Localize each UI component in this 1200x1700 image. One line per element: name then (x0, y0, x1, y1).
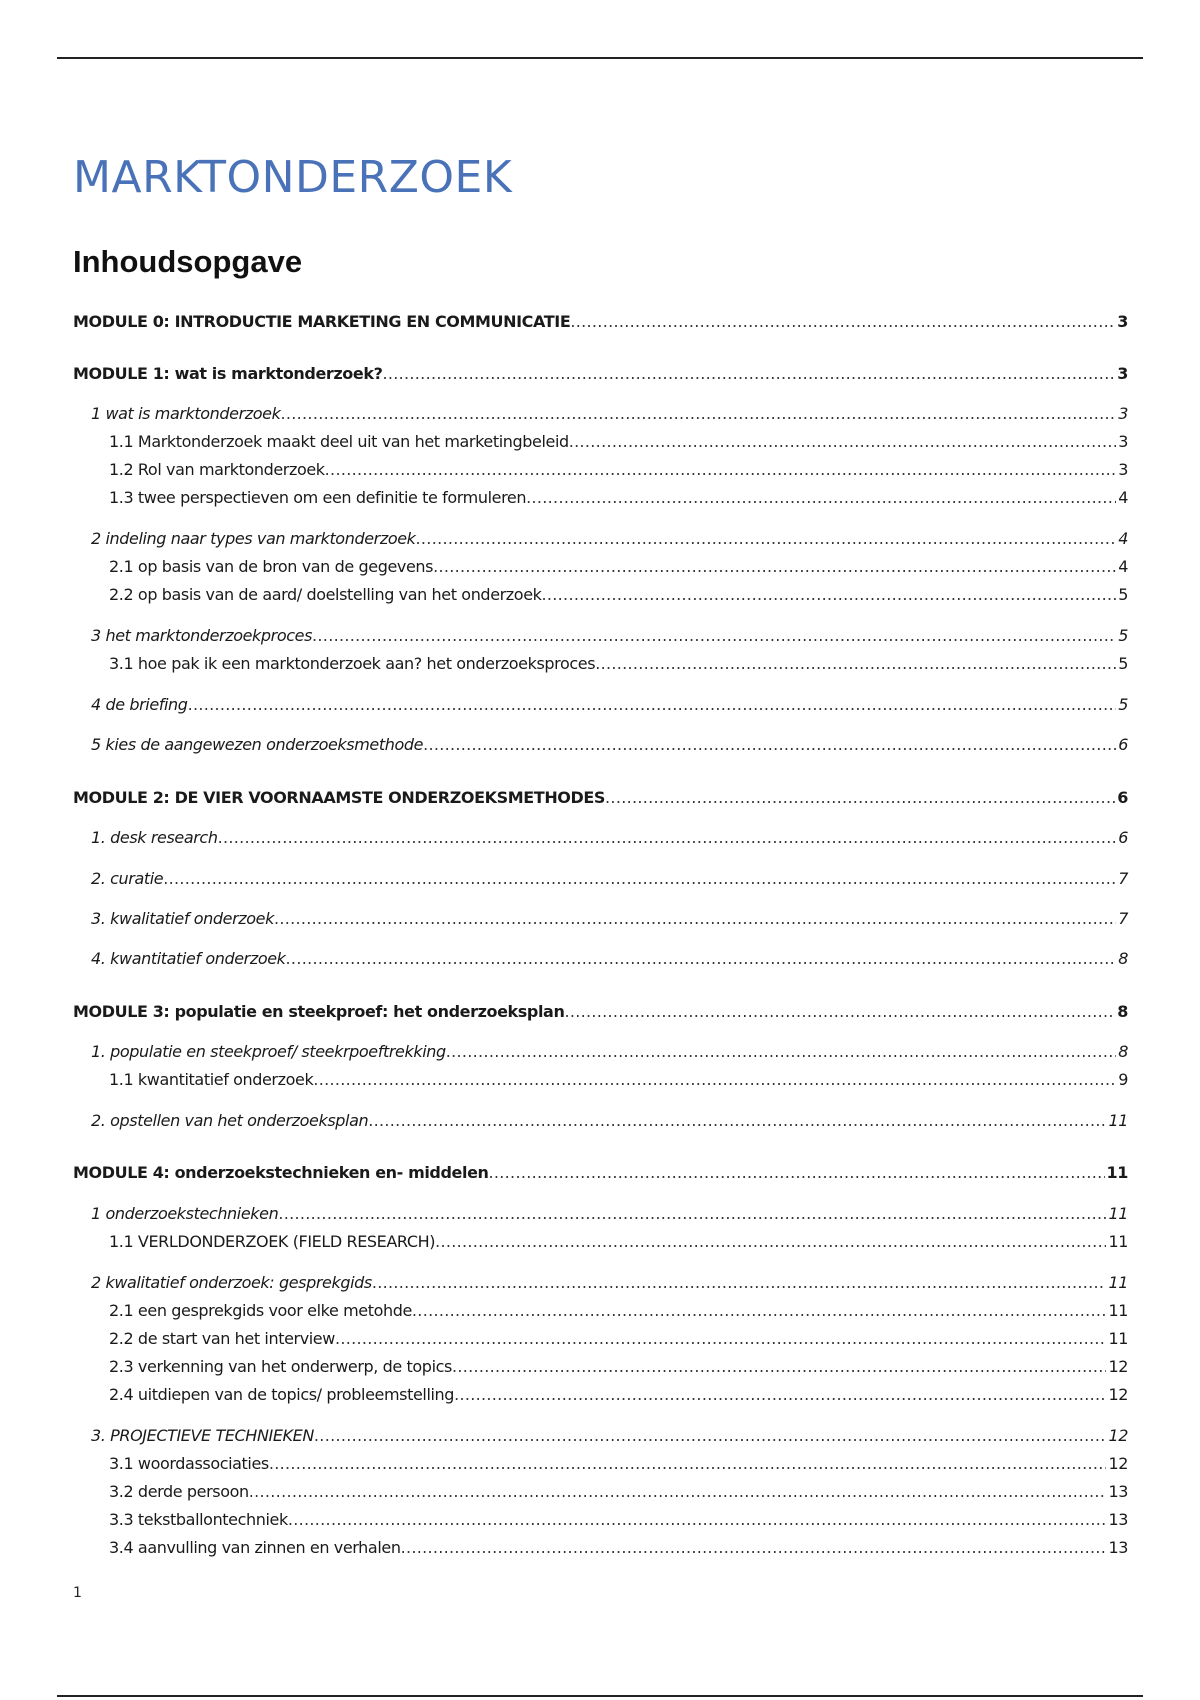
toc-entry-page: 11 (1108, 1111, 1128, 1130)
toc-dot-leader (314, 1424, 1107, 1448)
toc-entry-page: 7 (1118, 909, 1128, 928)
toc-entry-level-1[interactable] (73, 310, 1128, 334)
toc-dot-leader (489, 1161, 1105, 1185)
toc-entry-level-3[interactable] (109, 1480, 1128, 1504)
toc-entry-label: 3.1 hoe pak ik een marktonderzoek aan? het onderzoeksproces (109, 654, 596, 673)
toc-entry-level-2[interactable] (91, 1424, 1128, 1448)
toc-entry-label: MODULE 3: populatie en steekproef: het onderzoeksplan (73, 1002, 565, 1021)
toc-entry-level-2[interactable] (91, 527, 1128, 551)
toc-entry-level-1[interactable] (73, 786, 1128, 810)
toc-dot-leader (435, 1230, 1106, 1254)
toc-dot-leader (605, 786, 1115, 810)
toc-entry-page: 8 (1117, 1002, 1128, 1021)
toc-dot-leader (218, 826, 1117, 850)
toc-entry-level-1[interactable] (73, 1161, 1128, 1185)
toc-entry-label: 1.1 VERLDONDERZOEK (FIELD RESEARCH) (109, 1232, 436, 1251)
toc-entry-label: 1. populatie en steekproef/ steekrpoeftrekking (91, 1042, 446, 1061)
toc-dot-leader (564, 1000, 1115, 1024)
toc-entry-page: 3 (1117, 312, 1128, 331)
toc-entry-label: 1 onderzoekstechnieken (91, 1204, 279, 1223)
toc-entry-label: 4. kwantitatief onderzoek (91, 949, 286, 968)
toc-entry-page: 12 (1108, 1385, 1128, 1404)
toc-entry-level-2[interactable] (91, 1202, 1128, 1226)
toc-dot-leader (454, 1383, 1106, 1407)
toc-entry-label: 2. curatie (91, 869, 164, 888)
toc-entry-level-2[interactable] (91, 1271, 1128, 1295)
toc-entry-page: 7 (1118, 869, 1128, 888)
toc-entry-page: 8 (1118, 1042, 1128, 1061)
page-number: 1 (73, 1585, 82, 1601)
toc-entry-page: 9 (1118, 1070, 1128, 1089)
toc-entry-level-2[interactable] (91, 1040, 1128, 1064)
toc-entry-page: 3 (1118, 432, 1128, 451)
toc-entry-label: 2 indeling naar types van marktonderzoek (91, 529, 416, 548)
toc-entry-label: 1 wat is marktonderzoek (91, 404, 281, 423)
toc-entry-level-3[interactable] (109, 430, 1128, 454)
toc-dot-leader (416, 527, 1117, 551)
toc-entry-page: 8 (1118, 949, 1128, 968)
toc-entry-level-3[interactable] (109, 1355, 1128, 1379)
toc-entry-page: 12 (1108, 1426, 1128, 1445)
toc-entry-label: 3. PROJECTIEVE TECHNIEKEN (91, 1426, 314, 1445)
toc-entry-level-3[interactable] (109, 1068, 1128, 1092)
toc-dot-leader (569, 430, 1116, 454)
toc-entry-level-3[interactable] (109, 652, 1128, 676)
toc-entry-label: 2.1 op basis van de bron van de gegevens (109, 557, 434, 576)
toc-entry-page: 13 (1108, 1482, 1128, 1501)
toc-dot-leader (312, 624, 1116, 648)
toc-entry-level-2[interactable] (91, 826, 1128, 850)
toc-dot-leader (188, 693, 1117, 717)
toc-entry-page: 4 (1118, 488, 1128, 507)
toc-dot-leader (368, 1109, 1106, 1133)
toc-dot-leader (313, 1068, 1116, 1092)
toc-entry-page: 3 (1117, 364, 1128, 383)
toc-dot-leader (382, 362, 1115, 386)
toc-entry-label: MODULE 1: wat is marktonderzoek? (73, 364, 383, 383)
toc-entry-level-2[interactable] (91, 624, 1128, 648)
bottom-divider (57, 1695, 1143, 1697)
toc-dot-leader (325, 458, 1117, 482)
toc-dot-leader (372, 1271, 1107, 1295)
toc-entry-label: MODULE 0: INTRODUCTIE MARKETING EN COMMUNICATIE (73, 312, 571, 331)
toc-dot-leader (163, 867, 1116, 891)
toc-entry-level-1[interactable] (73, 1000, 1128, 1024)
toc-entry-page: 5 (1118, 695, 1128, 714)
toc-entry-label: 3 het marktonderzoekproces (91, 626, 313, 645)
toc-dot-leader (269, 1452, 1107, 1476)
toc-entry-label: 4 de briefing (91, 695, 188, 714)
toc-entry-page: 4 (1118, 529, 1128, 548)
toc-entry-label: 2.3 verkenning van het onderwerp, de topics (109, 1357, 452, 1376)
toc-entry-level-2[interactable] (91, 1109, 1128, 1133)
toc-entry-label: 3.1 woordassociaties (109, 1454, 269, 1473)
toc-entry-label: 1.3 twee perspectieven om een definitie te formuleren (109, 488, 527, 507)
toc-entry-label: 2 kwalitatief onderzoek: gesprekgids (91, 1273, 372, 1292)
toc-entry-level-3[interactable] (109, 1508, 1128, 1532)
toc-entry-label: 3.2 derde persoon (109, 1482, 249, 1501)
toc-entry-page: 6 (1118, 828, 1128, 847)
toc-entry-page: 11 (1108, 1232, 1128, 1251)
toc-entry-label: 2. opstellen van het onderzoeksplan (91, 1111, 369, 1130)
toc-entry-page: 13 (1108, 1538, 1128, 1557)
toc-dot-leader (412, 1299, 1107, 1323)
toc-entry-page: 3 (1118, 460, 1128, 479)
toc-entry-level-2[interactable] (91, 733, 1128, 757)
toc-entry-level-2[interactable] (91, 693, 1128, 717)
toc-dot-leader (433, 555, 1116, 579)
toc-dot-leader (401, 1536, 1107, 1560)
toc-entry-level-3[interactable] (109, 1383, 1128, 1407)
toc-dot-leader (542, 583, 1117, 607)
toc-entry-page: 11 (1108, 1204, 1128, 1223)
document-title: MARKTONDERZOEK (73, 152, 513, 203)
toc-dot-leader (526, 486, 1116, 510)
toc-heading: Inhoudsopgave (73, 244, 303, 279)
toc-dot-leader (249, 1480, 1107, 1504)
toc-entry-level-3[interactable] (109, 583, 1128, 607)
toc-entry-level-2[interactable] (91, 947, 1128, 971)
toc-dot-leader (452, 1355, 1106, 1379)
toc-entry-page: 11 (1106, 1163, 1128, 1182)
toc-entry-page: 5 (1118, 654, 1128, 673)
toc-entry-label: 2.2 de start van het interview (109, 1329, 335, 1348)
toc-entry-label: 2.1 een gesprekgids voor elke metohde (109, 1301, 412, 1320)
toc-entry-label: MODULE 2: DE VIER VOORNAAMSTE ONDERZOEKSMETHODES (73, 788, 606, 807)
toc-entry-page: 5 (1118, 626, 1128, 645)
toc-dot-leader (446, 1040, 1116, 1064)
toc-dot-leader (288, 1508, 1107, 1532)
toc-entry-page: 4 (1118, 557, 1128, 576)
toc-dot-leader (278, 1202, 1106, 1226)
toc-entry-level-2[interactable] (91, 907, 1128, 931)
toc-entry-label: 3.3 tekstballontechniek (109, 1510, 288, 1529)
toc-entry-label: 2.4 uitdiepen van de topics/ probleemstelling (109, 1385, 455, 1404)
toc-dot-leader (281, 402, 1117, 426)
toc-entry-page: 6 (1118, 735, 1128, 754)
toc-entry-level-3[interactable] (109, 458, 1128, 482)
toc-entry-page: 12 (1108, 1454, 1128, 1473)
toc-dot-leader (286, 947, 1117, 971)
toc-entry-page: 12 (1108, 1357, 1128, 1376)
toc-entry-level-3[interactable] (109, 1536, 1128, 1560)
toc-entry-label: 3.4 aanvulling van zinnen en verhalen (109, 1538, 401, 1557)
toc-entry-level-1[interactable] (73, 362, 1128, 386)
toc-entry-label: 2.2 op basis van de aard/ doelstelling van het onderzoek (109, 585, 542, 604)
toc-entry-label: 3. kwalitatief onderzoek (91, 909, 274, 928)
toc-dot-leader (335, 1327, 1106, 1351)
toc-entry-level-3[interactable] (109, 555, 1128, 579)
toc-entry-level-3[interactable] (109, 1327, 1128, 1351)
toc-entry-label: MODULE 4: onderzoekstechnieken en- middelen (73, 1163, 489, 1182)
top-divider (57, 57, 1143, 59)
toc-entry-page: 11 (1108, 1273, 1128, 1292)
toc-dot-leader (595, 652, 1116, 676)
toc-entry-label: 1.2 Rol van marktonderzoek (109, 460, 325, 479)
toc-entry-level-3[interactable] (109, 1230, 1128, 1254)
toc-entry-label: 5 kies de aangewezen onderzoeksmethode (91, 735, 424, 754)
toc-entry-level-3[interactable] (109, 1452, 1128, 1476)
toc-entry-page: 3 (1118, 404, 1128, 423)
toc-entry-page: 6 (1117, 788, 1128, 807)
toc-entry-label: 1. desk research (91, 828, 218, 847)
toc-entry-page: 11 (1108, 1329, 1128, 1348)
toc-entry-level-3[interactable] (109, 1299, 1128, 1323)
toc-entry-page: 11 (1108, 1301, 1128, 1320)
toc-dot-leader (274, 907, 1116, 931)
toc-entry-page: 13 (1108, 1510, 1128, 1529)
toc-entry-label: 1.1 kwantitatief onderzoek (109, 1070, 314, 1089)
toc-dot-leader (423, 733, 1116, 757)
toc-dot-leader (570, 310, 1115, 334)
toc-entry-page: 5 (1118, 585, 1128, 604)
toc-entry-level-2[interactable] (91, 867, 1128, 891)
toc-entry-label: 1.1 Marktonderzoek maakt deel uit van het marketingbeleid (109, 432, 569, 451)
toc-entry-level-2[interactable] (91, 402, 1128, 426)
toc-entry-level-3[interactable] (109, 486, 1128, 510)
